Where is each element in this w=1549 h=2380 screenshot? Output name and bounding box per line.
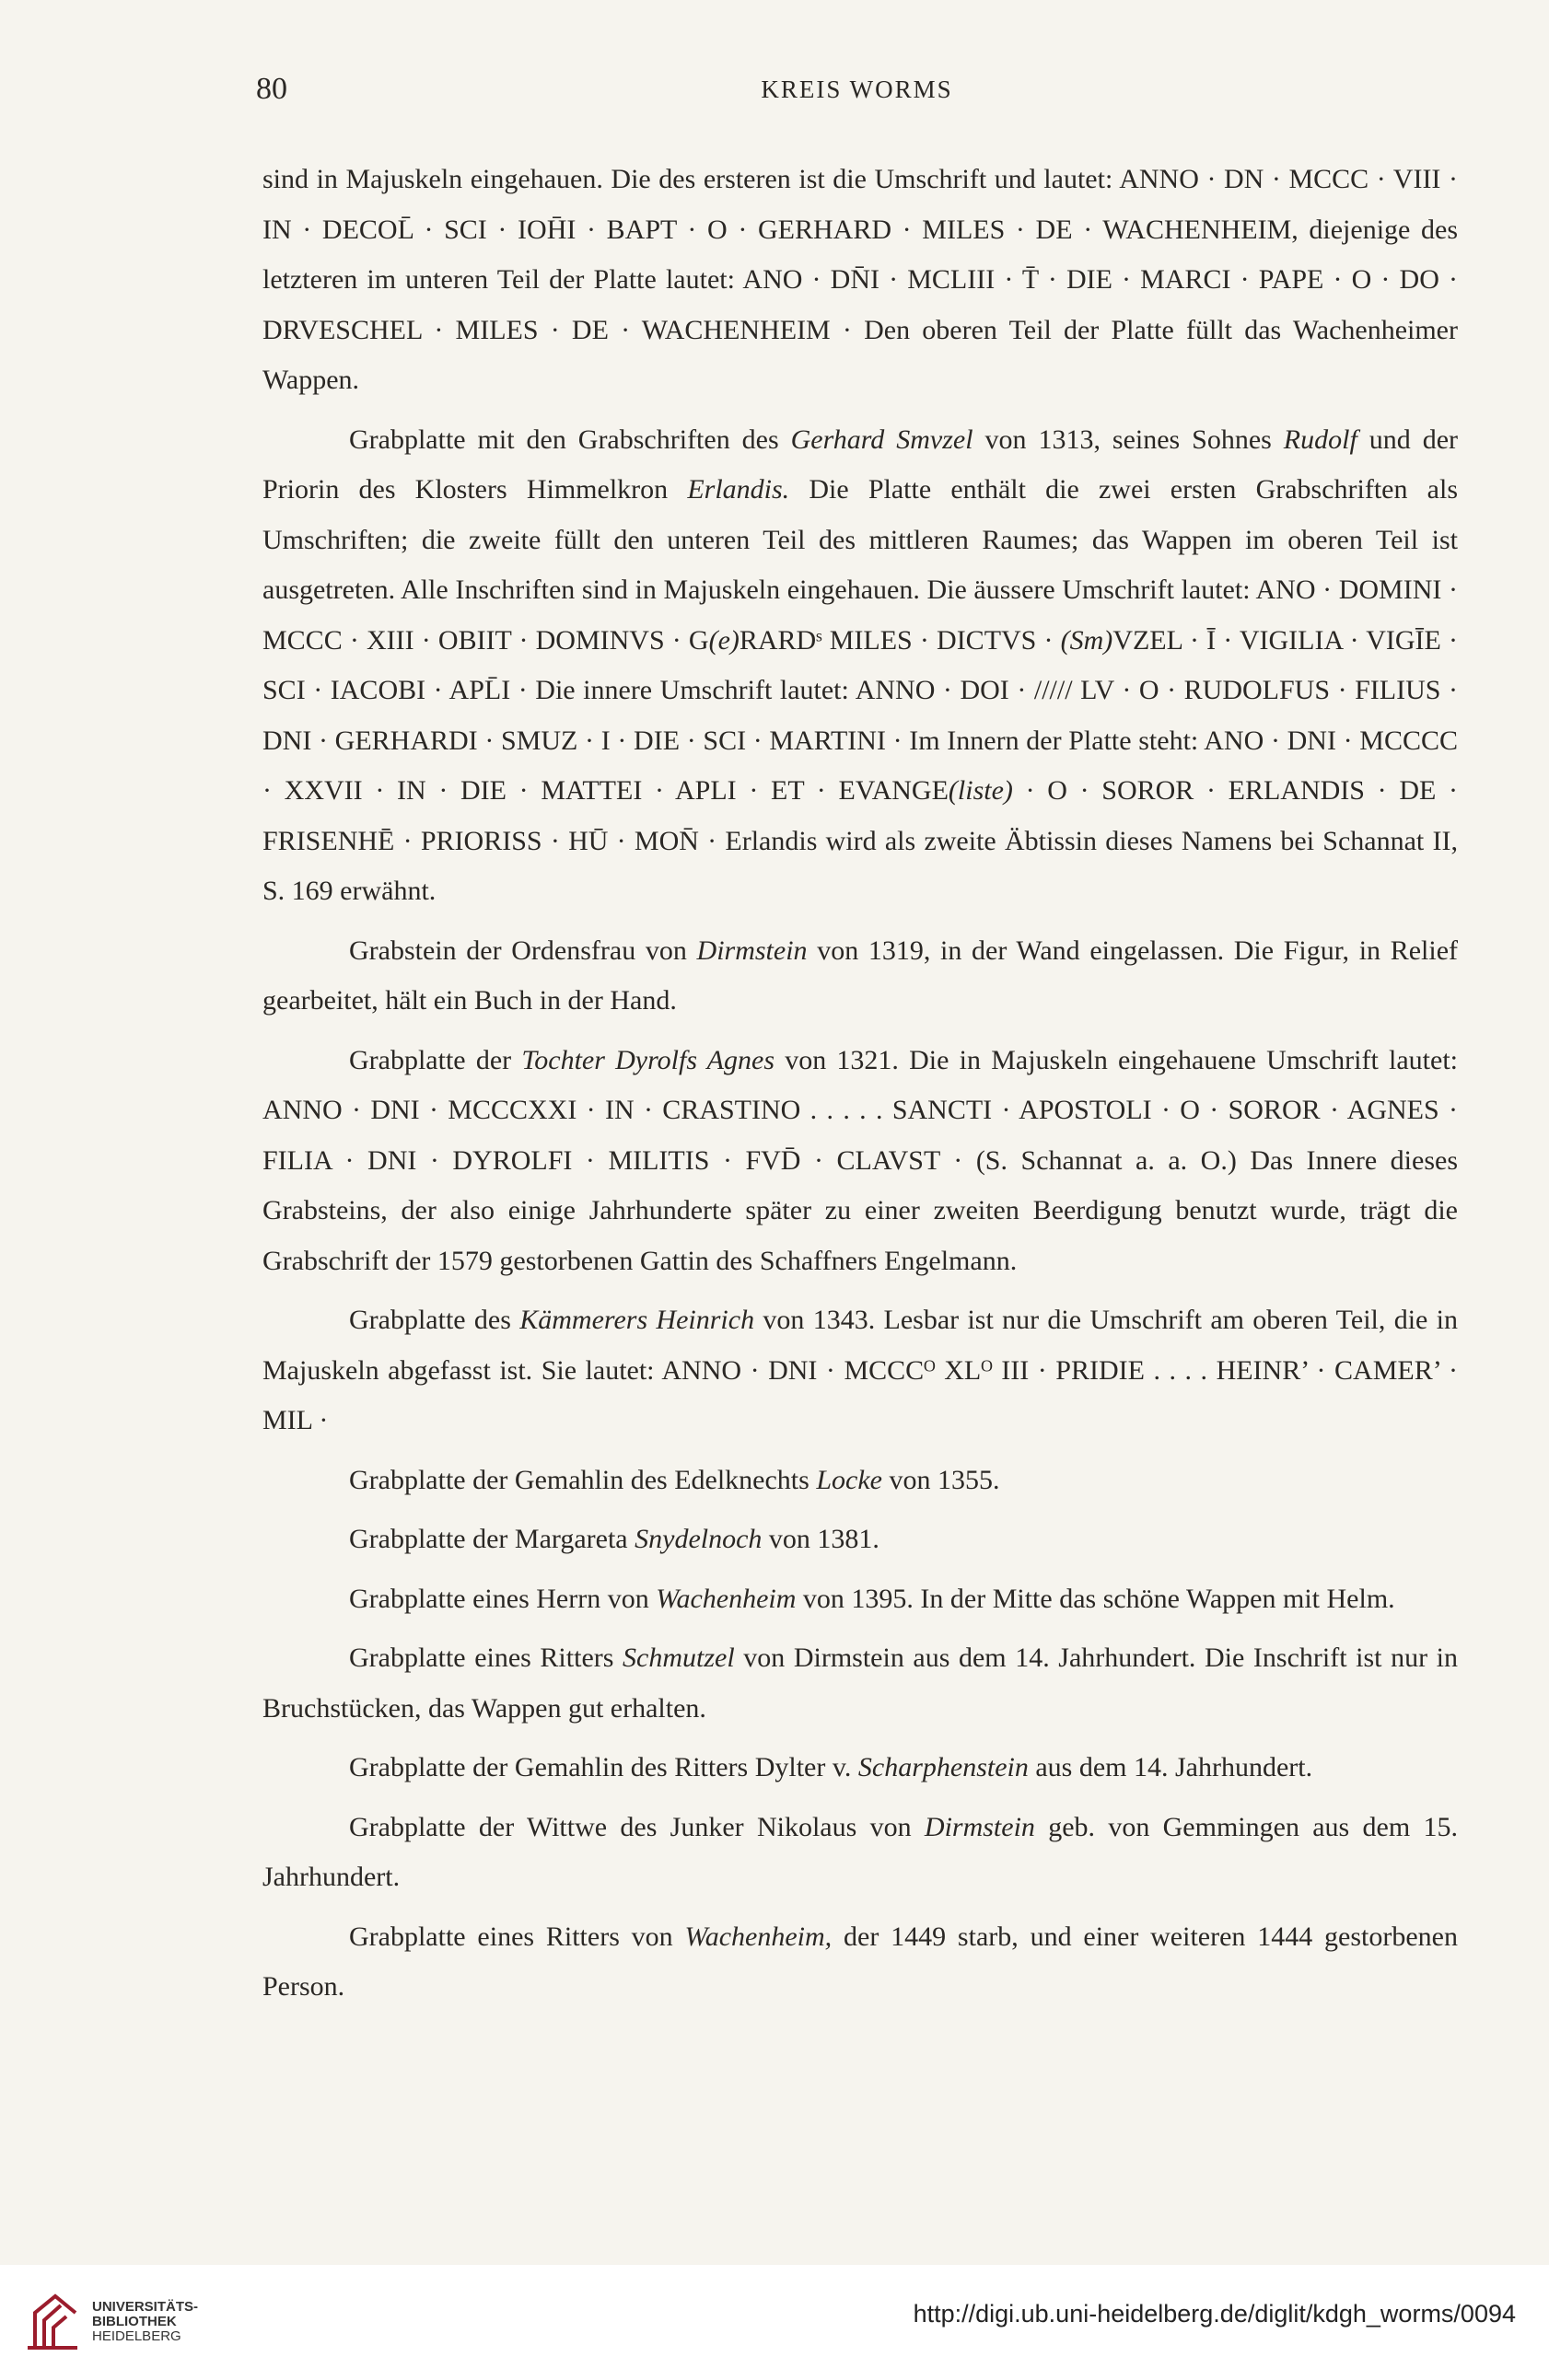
text-run: Die Platte enthält die zwei ersten Grabschriften als Umschriften; die zweite füllt den unteren Teil des mittleren Raumes; das Wappen im oberen Teil ist ausgetreten. Alle Inschriften sind in Majuskeln eingehauen. Die äussere Umschrift lautet: ANO · DOMINI · MCCC · XIII · OBIIT · DOMINVS · G — [262, 474, 1458, 656]
text-run: Grabplatte eines Herrn von — [349, 1583, 657, 1614]
paragraph — [262, 1295, 1458, 1446]
paragraph — [262, 1574, 1458, 1625]
text-run: der 1449 starb, und einer weiteren 1444 gestorbenen Person. — [262, 1921, 1458, 2002]
paragraph — [262, 1912, 1458, 2013]
paragraph — [262, 1456, 1458, 1506]
body-text — [262, 155, 1458, 2022]
library-name-line-2: BIBLIOTHEK — [92, 2314, 177, 2329]
paragraph — [262, 1515, 1458, 1565]
page-url-link[interactable]: http://digi.ub.uni-heidelberg.de/diglit/kdgh_worms/0094 — [913, 2300, 1516, 2328]
italic-name: Wachenheim, — [684, 1921, 833, 1952]
text-run: von 1343. Lesbar ist nur die Umschrift am oberen Teil, die in Majuskeln abgefasst ist. Sie lautet: ANNO · DNI · MCCCᴼ XLᴼ III · PRIDIE . . . . HEINR’ · CAMER’ · MIL · — [262, 1305, 1458, 1435]
text-run: RARDˢ MILES · DICTVS · — [739, 624, 1061, 656]
text-run: von 1321. Die in Majuskeln eingehauene Umschrift lautet: ANNO · DNI · MCCCXXI · IN · CRASTINO . . . . . SANCTI · APOSTOLI · O · SOROR · AGNES · FILIA · DNI · DYROLFI · MILITIS · FVD̄ · CLAVST · (S. Schannat a. a. O.) Das Innere dieses Grabsteins, der also einige Jahrhunderte später zu einer zweiten Beerdigung benutzt wurde, trägt die Grabschrift der 1579 gestorbenen Gattin des Schaffners Engelmann. — [262, 1044, 1459, 1276]
italic-name: (Sm) — [1060, 624, 1113, 656]
text-run: Grabplatte mit den Grabschriften des — [349, 424, 791, 455]
text-run: Grabstein der Ordensfrau von — [349, 935, 697, 966]
italic-name: Erlandis. — [687, 474, 790, 505]
italic-name: Kämmerers Heinrich — [519, 1305, 755, 1335]
paragraph — [262, 1803, 1458, 1903]
text-run: Grabplatte der Gemahlin des Ritters Dylter v. — [349, 1752, 858, 1782]
italic-name: Schmutzel — [623, 1643, 735, 1673]
paragraph — [262, 1633, 1458, 1734]
text-run: · O · SOROR · ERLANDIS · DE · FRISENHĒ · PRIORISS · HŪ · MON̄ · Erlandis wird als zweite Äbtissin dieses Namens bei Schannat II, S. 169 erwähnt. — [262, 775, 1458, 906]
text-run: und der Priorin des Klosters Himmelkron — [262, 424, 1459, 505]
text-run: Grabplatte eines Ritters von — [349, 1921, 685, 1952]
text-run: von 1395. In der Mitte das schöne Wappen mit Helm. — [796, 1583, 1395, 1614]
italic-name: Snydelnoch — [635, 1524, 763, 1554]
italic-name: Rudolf — [1283, 424, 1357, 455]
text-run: von Dirmstein aus dem 14. Jahrhundert. Die Inschrift ist nur in Bruchstücken, das Wappen gut erhalten. — [262, 1643, 1458, 1724]
ub-heidelberg-logo-icon[interactable] — [18, 2283, 92, 2357]
paragraph — [262, 926, 1458, 1027]
text-run: Grabplatte des — [349, 1305, 520, 1335]
library-name — [92, 2300, 198, 2344]
italic-name: Locke — [816, 1464, 882, 1495]
text-run: Grabplatte der Margareta — [349, 1524, 635, 1554]
italic-name: Dirmstein — [696, 935, 808, 966]
italic-name: Gerhard Smvzel — [790, 424, 973, 455]
page-header — [256, 72, 1458, 118]
paragraph — [262, 1036, 1458, 1287]
paragraph — [262, 155, 1458, 406]
paragraph — [262, 415, 1458, 917]
italic-name: (e) — [708, 624, 740, 656]
italic-name: Scharphenstein — [857, 1752, 1029, 1782]
library-name-line-3: HEIDELBERG — [92, 2328, 181, 2344]
paragraph — [262, 1743, 1458, 1794]
text-run: sind in Majuskeln eingehauen. Die des ersteren ist die Umschrift und lautet: ANNO · DN · MCCC · VIII · IN · DECOL̄ · SCI · IOH̄I · BAPT · O · GERHARD · MILES · DE · WACHENHEIM, diejenige des letzteren im unteren Teil der Platte lautet: ANO · DN̄I · MCLIII · T̄ · DIE · MARCI · PAPE · O · DO · DRVESCHEL · MILES · DE · WACHENHEIM · Den oberen Teil der Platte füllt das Wachenheimer Wappen. — [262, 164, 1458, 395]
page-number: 80 — [256, 72, 287, 106]
text-run: Grabplatte der Gemahlin des Edelknechts — [349, 1464, 817, 1495]
text-run: von 1355. — [881, 1464, 1000, 1495]
text-run: von 1319, in der Wand eingelassen. Die Figur, in Relief gearbeitet, hält ein Buch in der Hand. — [262, 935, 1458, 1016]
italic-name: Wachenheim — [656, 1583, 797, 1614]
library-name-line-1: UNIVERSITÄTS- — [92, 2299, 199, 2315]
italic-name: Dirmstein — [924, 1811, 1035, 1842]
text-run: geb. von Gemmingen aus dem 15. Jahrhundert. — [262, 1811, 1458, 1892]
text-run: Grabplatte der — [349, 1044, 522, 1075]
text-run: Grabplatte eines Ritters — [349, 1643, 623, 1673]
text-run: aus dem 14. Jahrhundert. — [1028, 1752, 1313, 1782]
text-run: VZEL · Ī · VIGILIA · VIGĪE · SCI · IACOBI · APL̄I · Die innere Umschrift lautet: ANNO · DOI · ///// LV · O · RUDOLFUS · FILIUS · DNI · GERHARDI · SMUZ · I · DIE · SCI · MARTINI · Im Innern der Platte steht: ANO · DNI · MCCCC · XXVII · IN · DIE · MATTEI · APLI · ET · EVANGE — [262, 624, 1458, 806]
viewer-footer — [0, 2265, 1549, 2380]
text-run: von 1381. — [762, 1524, 879, 1554]
text-run: von 1313, seines Sohnes — [972, 424, 1284, 455]
italic-name: Tochter Dyrolfs Agnes — [521, 1044, 774, 1075]
text-run: Grabplatte der Wittwe des Junker Nikolaus von — [349, 1811, 925, 1842]
italic-name: (liste) — [948, 775, 1013, 806]
running-head: KREIS WORMS — [761, 75, 953, 103]
